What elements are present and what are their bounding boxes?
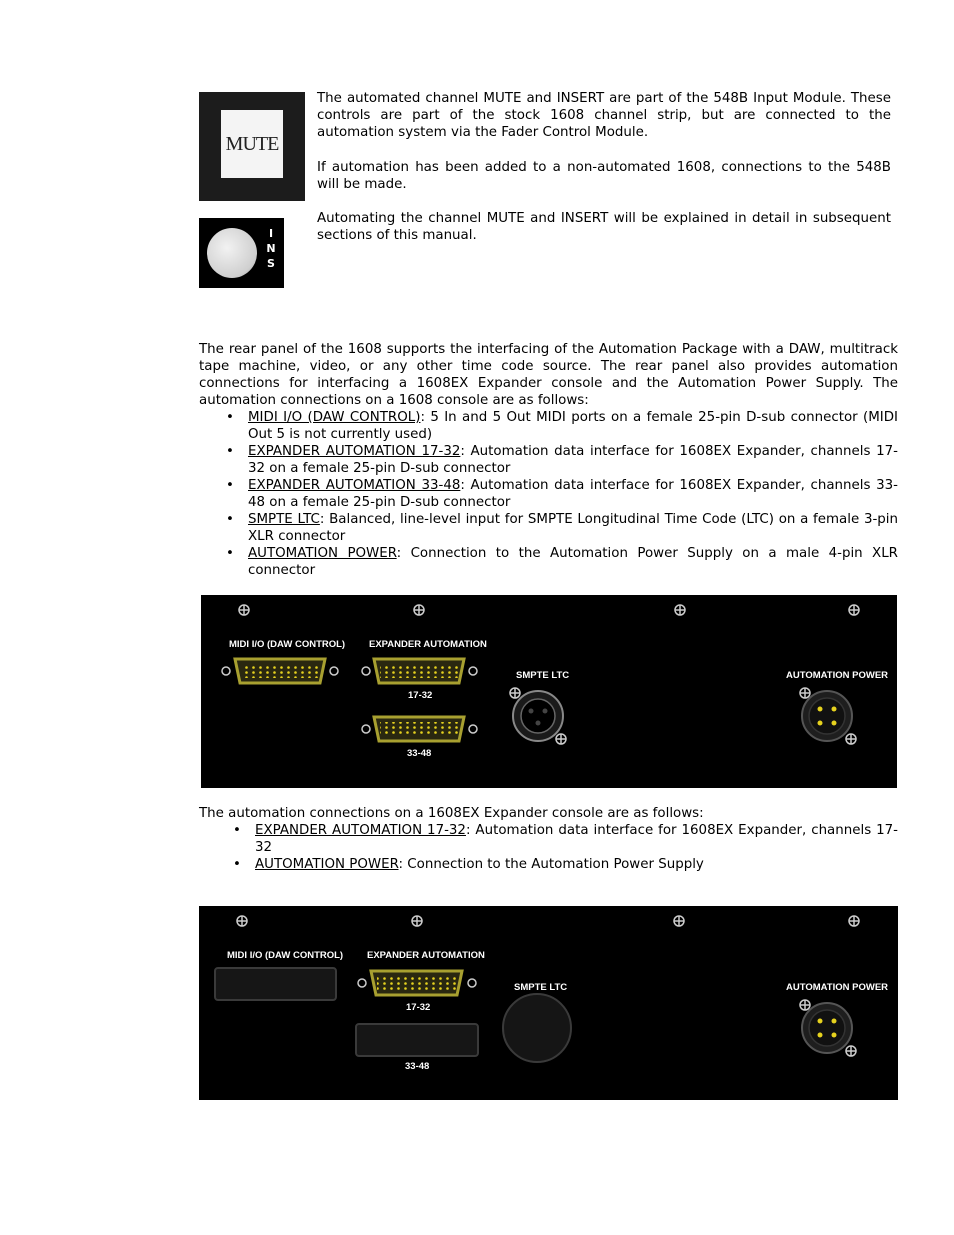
range-label-17-32: 17-32: [406, 1002, 431, 1013]
smpte-label: SMPTE LTC: [516, 670, 570, 681]
rear-panel-paragraph: The rear panel of the 1608 supports the interfacing of the Automation Package with a DAW, multitrack tape machine, video, or any other time code source. The rear panel also provides automation connections for interfacing a 1608EX Expander console and the Automation Power Supply. The automation connections on a 1608 console are as follows:: [199, 342, 898, 408]
intro-paragraph-3: Automating the channel MUTE and INSERT will be explained in detail in subsequent sections of this manual.: [317, 211, 891, 243]
rear-panel-1608ex-image: [199, 906, 898, 1100]
smpte-label: SMPTE LTC: [514, 982, 568, 993]
rear-panel-1608-drawing: [201, 595, 897, 788]
expander-33-48-blank-plate: [356, 1024, 478, 1056]
item-desc: : Balanced, line-level input for SMPTE Longitudinal Time Code (LTC) on a female 3-pin XLR connector: [248, 512, 899, 544]
range-label-33-48: 33-48: [407, 748, 432, 759]
item-term: MIDI I/O (DAW CONTROL): [248, 410, 421, 425]
list-item: [248, 477, 898, 511]
intro-paragraph-2: If automation has been added to a non-automated 1608, connections to the 548B will be made.: [317, 160, 891, 192]
item-term: EXPANDER AUTOMATION 17-32: [255, 823, 466, 838]
item-desc: : Connection to the Automation Power Supply: [398, 857, 704, 872]
item-desc: : Automation data interface for 1608EX Expander, channels 17-32 on a female 25-pin D-sub connector: [248, 444, 898, 476]
item-term: SMPTE LTC: [248, 512, 320, 527]
midi-label: MIDI I/O (DAW CONTROL): [227, 950, 344, 961]
intro-paragraph-1: The automated channel MUTE and INSERT are part of the 548B Input Module. These controls are part of the stock 1608 channel strip, but are connected to the automation system via the Fader Control Module.: [317, 91, 891, 140]
insert-button-face: [207, 228, 257, 278]
expander-label: EXPANDER AUTOMATION: [369, 639, 487, 650]
power-label: AUTOMATION POWER: [786, 982, 889, 993]
list-item: [255, 856, 898, 873]
range-label-33-48: 33-48: [405, 1061, 430, 1072]
item-term: AUTOMATION POWER: [255, 857, 399, 872]
list-item: [248, 511, 898, 545]
item-desc: : Connection to the Automation Power Supply on a male 4-pin XLR connector: [248, 546, 898, 578]
expander-label: EXPANDER AUTOMATION: [367, 950, 485, 961]
expander-33-48-connector: [362, 717, 477, 741]
item-desc: : Automation data interface for 1608EX Expander, channels 17-32: [255, 823, 898, 855]
list-item: [248, 409, 898, 443]
mute-button-face: MUTE: [221, 110, 283, 178]
list-item: [248, 443, 898, 477]
power-label: AUTOMATION POWER: [786, 670, 889, 681]
item-desc: : 5 In and 5 Out MIDI ports on a female 25-pin D-sub connector (MIDI Out 5 is not currently used): [248, 410, 899, 442]
expander-17-32-connector: [362, 659, 477, 683]
mute-button-image: [199, 92, 305, 201]
rear-connection-list: [248, 409, 898, 579]
midi-blank-plate: [215, 968, 336, 1000]
expander-paragraph: The automation connections on a 1608EX Expander console are as follows:: [199, 806, 704, 821]
item-term: EXPANDER AUTOMATION 17-32: [248, 444, 461, 459]
expander-connection-list: [255, 822, 898, 873]
midi-dsub-connector: [222, 659, 338, 683]
range-label-17-32: 17-32: [408, 690, 433, 701]
item-term: AUTOMATION POWER: [248, 546, 397, 561]
list-item: [248, 545, 898, 579]
item-desc: : Automation data interface for 1608EX Expander, channels 33-48 on a female 25-pin D-sub connector: [248, 478, 898, 510]
smpte-blank-plate: [503, 994, 571, 1062]
ins-label: I N S: [266, 227, 276, 270]
insert-button-image: [199, 218, 284, 288]
rear-panel-1608-image: [201, 595, 897, 788]
item-term: EXPANDER AUTOMATION 33-48: [248, 478, 461, 493]
expander-17-32-connector: [358, 971, 476, 995]
midi-label: MIDI I/O (DAW CONTROL): [229, 639, 346, 650]
list-item: [255, 822, 898, 856]
rear-panel-1608ex-drawing: [199, 906, 898, 1100]
